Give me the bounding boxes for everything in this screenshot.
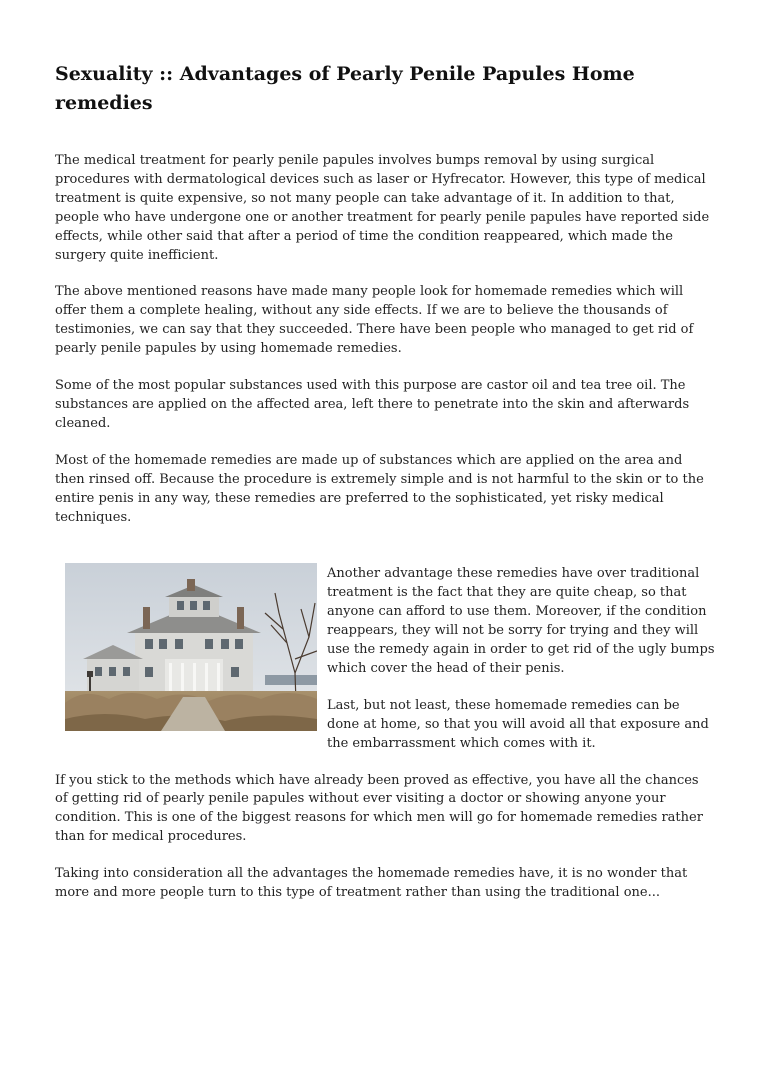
paragraph-3: Some of the most popular substances used with this purpose are castor oil and tea tree oil. The substances are applied on the affected area, left there to penetrate into the skin and afterwards cleaned. <box>55 378 690 431</box>
paragraph-2: The above mentioned reasons have made many people look for homemade remedies which will offer them a complete healing, without any side effects. If we are to believe the thousands of testimonies, we can say that they succeeded. There have been people who managed to get rid of pearly penile papules by using homemade remedies. <box>55 284 694 357</box>
paragraph-8: Taking into consideration all the advantages the homemade remedies have, it is no wonder that more and more people turn to this type of treatment rather than using the traditional one... <box>55 866 688 901</box>
document-title: Sexuality :: Advantages of Pearly Penile Papules Home remedies <box>55 63 635 114</box>
document-page <box>55 60 715 921</box>
paragraph-7: If you stick to the methods which have already been proved as effective, you have all the chances of getting rid of pearly penile papules without ever visiting a doctor or showing anyone your condition. This is one of the biggest reasons for which men will go for homemade remedies rather than for medical procedures. <box>55 772 703 845</box>
paragraph-5: Another advantage these remedies have over traditional treatment is the fact that they are quite cheap, so that anyone can afford to use them. Moreover, if the condition reappears, they will not be sorry for trying and they will use the remedy again in order to get rid of the ugly bumps which cover the head of their penis. <box>327 566 715 676</box>
figure-text-spacer <box>55 545 715 565</box>
house-photo <box>65 563 317 731</box>
paragraph-4: Most of the homemade remedies are made up of substances which are applied on the area and then rinsed off. Because the procedure is extremely simple and is not harmful to the skin or to the entire penis in any way, these remedies are preferred to the sophisticated, yet risky medical techniques. <box>55 452 704 525</box>
paragraph-6: Last, but not least, these homemade remedies can be done at home, so that you will avoid all that exposure and the embarrassment which comes with it. <box>327 697 709 751</box>
paragraph-1: The medical treatment for pearly penile papules involves bumps removal by using surgical procedures with dermatological devices such as laser or Hyfrecator. However, this type of medical treatment is quite expensive, so not many people can take advantage of it. In addition to that, people who have undergone one or another treatment for pearly penile papules have reported side effects, while other said that after a period of time the condition reappeared, which made the surgery quite inefficient. <box>55 153 710 263</box>
